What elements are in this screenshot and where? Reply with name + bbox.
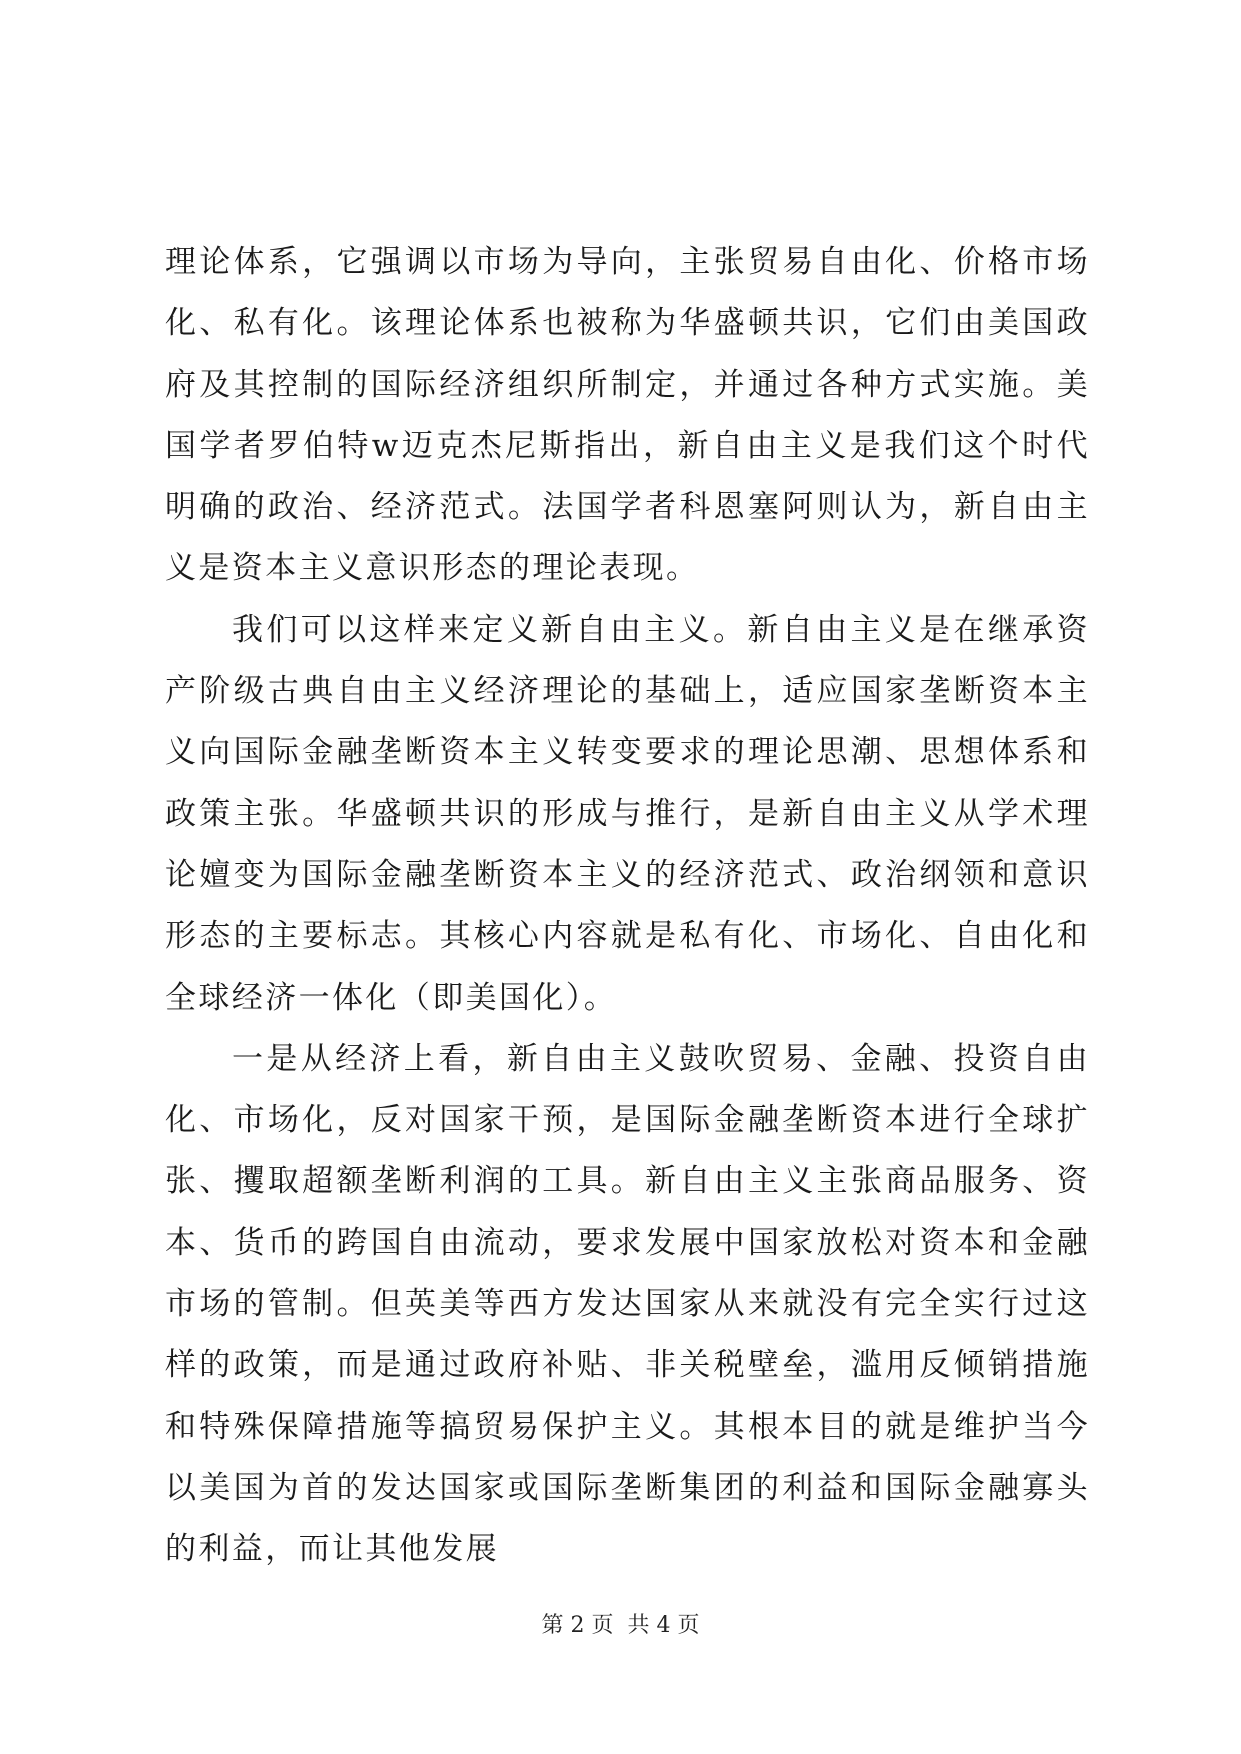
document-body [165,232,1090,1581]
paragraph-2: 我们可以这样来定义新自由主义。新自由主义是在继承资产阶级古典自由主义经济理论的基础上，适应国家垄断资本主义向国际金融垄断资本主义转变要求的理论思潮、思想体系和政策主张。华盛顿共识的形成与推行，是新自由主义从学术理论嬗变为国际金融垄断资本主义的经济范式、政治纲领和意识形态的主要标志。其核心内容就是私有化、市场化、自由化和全球经济一体化（即美国化）。 [165,611,1090,1016]
paragraph-1: 理论体系，它强调以市场为导向，主张贸易自由化、价格市场化、私有化。该理论体系也被称为华盛顿共识，它们由美国政府及其控制的国际经济组织所制定，并通过各种方式实施。美国学者罗伯特w迈克杰尼斯指出，新自由主义是我们这个时代明确的政治、经济范式。法国学者科恩塞阿则认为，新自由主义是资本主义意识形态的理论表现。 [165,244,1090,587]
page-number-label: 第 2 页 共 4 页 [541,1613,700,1638]
page-footer [0,1608,1241,1639]
paragraph-3: 一是从经济上看，新自由主义鼓吹贸易、金融、投资自由化、市场化，反对国家干预，是国际金融垄断资本进行全球扩张、攫取超额垄断利润的工具。新自由主义主张商品服务、资本、货币的跨国自由流动，要求发展中国家放松对资本和金融市场的管制。但英美等西方发达国家从来就没有完全实行过这样的政策，而是通过政府补贴、非关税壁垒，滥用反倾销措施和特殊保障措施等搞贸易保护主义。其根本目的就是维护当今以美国为首的发达国家或国际垄断集团的利益和国际金融寡头的利益，而让其他发展 [165,1040,1090,1568]
